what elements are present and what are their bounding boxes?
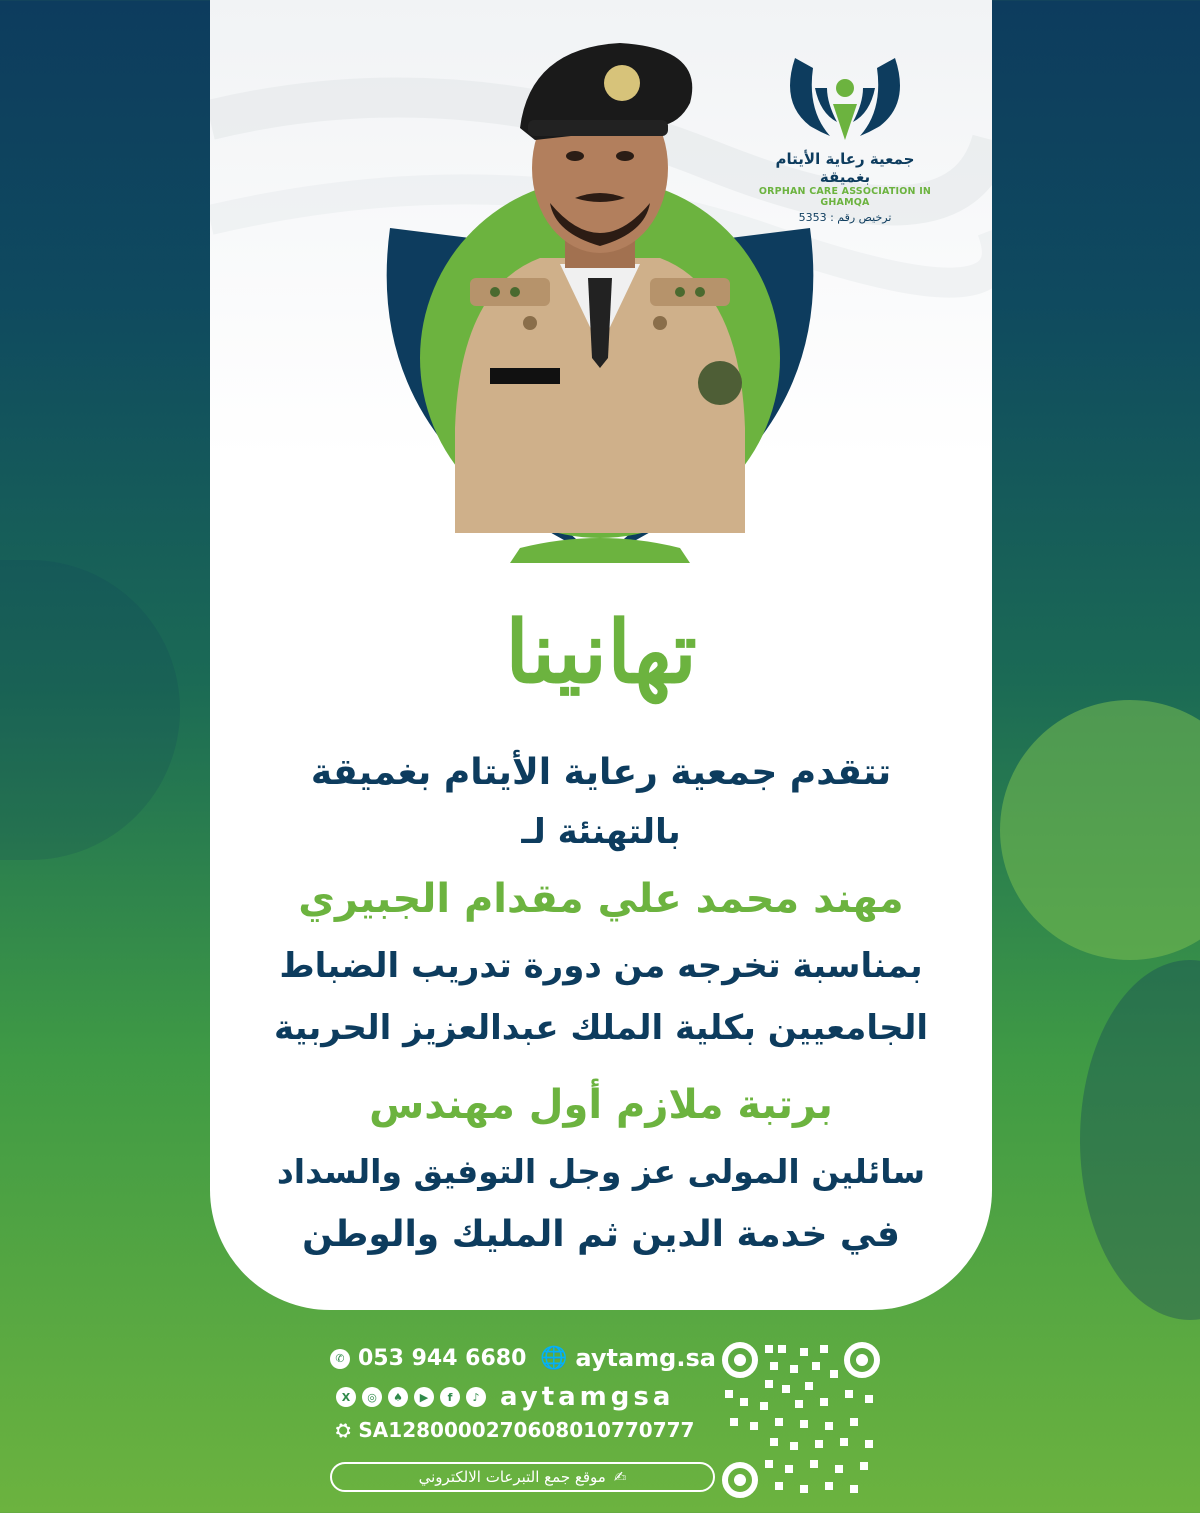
tiktok-icon[interactable]: ♪ [466, 1387, 486, 1407]
social-row [336, 1382, 674, 1412]
bank-icon: ⛭ [336, 1419, 351, 1441]
graduate-portrait [360, 28, 840, 588]
background-circle [1000, 700, 1200, 960]
donation-site-label: موقع جمع التبرعات الالكتروني [418, 1468, 606, 1486]
website-link: aytamg.sa [575, 1344, 716, 1372]
donation-site-button[interactable] [330, 1462, 715, 1492]
prayer-line: سائلين المولى عز وجل التوفيق والسداد [276, 1152, 926, 1191]
phone-row[interactable] [330, 1346, 526, 1371]
iban-number: SA1280000270608010770777 [358, 1418, 695, 1442]
license-number: ترخيص رقم : 5353 [798, 211, 892, 224]
website-row[interactable] [540, 1344, 716, 1372]
rank-line: برتبة ملازم أول مهندس [369, 1082, 833, 1128]
background-shape [1080, 960, 1200, 1320]
graduate-name: مهند محمد علي مقدام الجبيري [298, 876, 904, 922]
instagram-icon[interactable]: ◎ [362, 1387, 382, 1407]
contact-footer [330, 1340, 890, 1500]
whatsapp-icon: ✆ [330, 1349, 350, 1369]
background-shape-left [0, 560, 180, 860]
announcement-card [210, 0, 992, 1310]
service-line: في خدمة الدين ثم المليك والوطن [302, 1214, 900, 1255]
facebook-icon[interactable]: f [440, 1387, 460, 1407]
snapchat-icon[interactable]: ♠ [388, 1387, 408, 1407]
x-icon[interactable]: X [336, 1387, 356, 1407]
intro-line: تتقدم جمعية رعاية الأيتام بغميقة [310, 752, 892, 793]
globe-icon: 🌐 [540, 1345, 568, 1371]
youtube-icon[interactable]: ▶ [414, 1387, 434, 1407]
qr-code[interactable] [720, 1340, 882, 1500]
iban-row [336, 1418, 694, 1442]
congratulations-heading: تهانينا [505, 602, 697, 703]
college-line: الجامعيين بكلية الملك عبدالعزيز الحربية [273, 1008, 929, 1048]
occasion-line: بمناسبة تخرجه من دورة تدريب الضباط [279, 946, 923, 986]
social-handle: aytamgsa [500, 1382, 675, 1412]
logo-name-arabic: جمعية رعاية الأيتام بغميقة [775, 150, 915, 186]
logo-name-english: ORPHAN CARE ASSOCIATION IN GHAMQA [758, 186, 932, 208]
hand-icon: ✍ [613, 1468, 627, 1486]
phone-number: 053 944 6680 [358, 1346, 527, 1371]
congrats-to-line: بالتهنئة لـ [521, 812, 681, 852]
